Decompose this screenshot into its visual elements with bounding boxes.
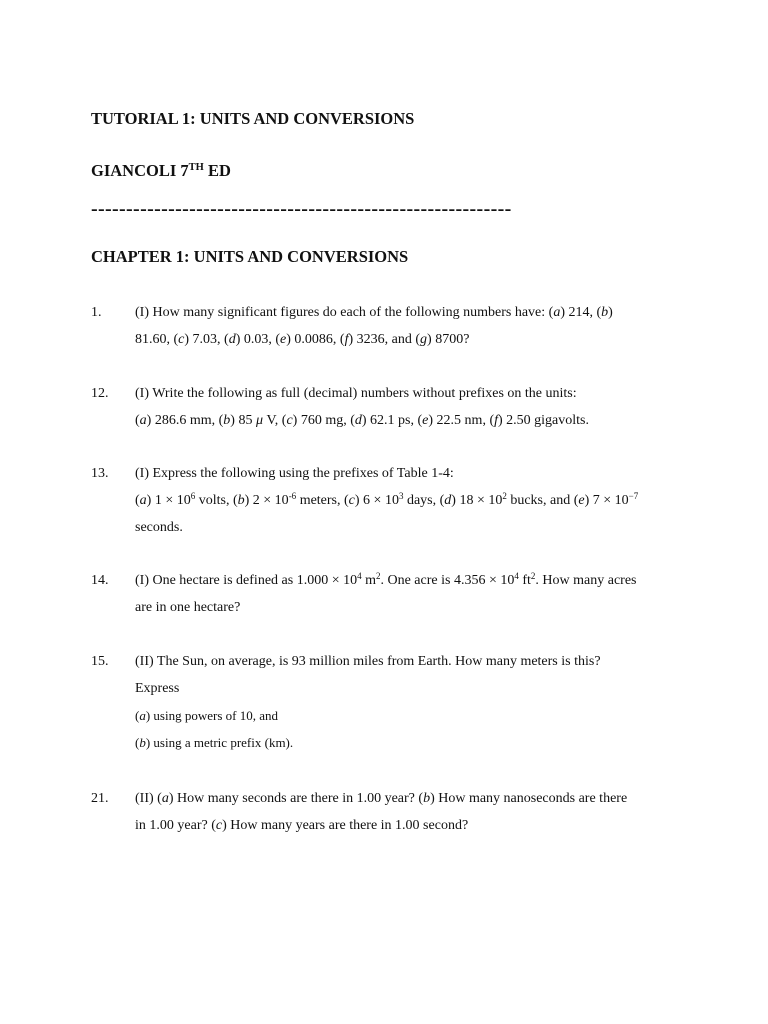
text-run: ( [135,735,140,750]
problem-line [135,675,691,702]
exponent: 4 [514,571,519,581]
part-label: b [423,791,431,806]
text-run: are in one hectare? [135,600,241,615]
text-run: ) 214, ( [560,305,602,320]
part-label: c [178,332,185,347]
text-run: ) 85 [230,413,256,428]
text-run: ) 2.50 gigavolts. [498,413,589,428]
text-run: days, ( [403,493,445,508]
text-run: ) [608,305,613,320]
problem-number: 1. [91,305,102,320]
text-run: Express [135,681,180,696]
problem-subline [135,702,691,729]
problem-line [135,299,691,326]
text-run: . How many acres [535,573,637,588]
problem-number: 14. [91,573,109,588]
tutorial-title: TUTORIAL 1: UNITS AND CONVERSIONS [91,109,415,128]
text-run: ) How many seconds are there in 1.00 year? ( [168,791,424,806]
exponent: 2 [502,491,507,501]
part-label: e [280,332,287,347]
text-run: ) 286.6 mm, ( [146,413,224,428]
text-run: ) 1 × 10 [146,493,191,508]
text-run: ) How many years are there in 1.00 second? [222,818,469,833]
part-label: d [354,413,362,428]
part-label: a [161,791,169,806]
part-label: c [215,818,223,833]
text-run: (II) ( [135,791,162,806]
problem-line [135,785,691,812]
exponent: 2 [530,571,536,581]
problem-line [135,326,691,353]
problem-line [135,407,691,434]
text-run: ) 7.03, ( [184,332,229,347]
part-label: a [139,493,147,508]
problem-line [135,514,691,541]
text-run: ( [135,708,140,723]
text-run: ) 22.5 nm, ( [428,413,495,428]
part-label: d [228,332,236,347]
text-run: ) 0.03, ( [235,332,281,347]
edition-prefix: GIANCOLI 7 [91,161,189,180]
text-run: (I) How many significant figures do each of the following numbers have: ( [135,305,554,320]
edition-heading [91,161,231,181]
problem-number: 21. [91,791,109,806]
part-label: d [444,493,452,508]
text-run: ( [135,413,140,428]
problem-text [135,648,691,756]
part-label: a [139,413,147,428]
part-label: b [139,735,146,750]
text-run: ( [135,493,140,508]
part-label: g [420,332,428,347]
part-label: a [553,305,561,320]
part-label: c [348,493,355,508]
text-run: ) using powers of 10, and [145,708,278,723]
text-run: ) How many nanoseconds are there [430,791,628,806]
text-run: ) 760 mg, ( [292,413,355,428]
part-label: f [344,332,349,347]
problem-line [135,594,691,621]
text-run: ) 18 × 10 [451,493,503,508]
part-label: e [578,493,585,508]
problem-number: 15. [91,654,109,669]
exponent: 3 [398,491,404,501]
text-run: in 1.00 year? ( [135,818,216,833]
text-run: ) using a metric prefix (km). [145,735,294,750]
text-run: 81.60, ( [135,332,179,347]
part-label: b [237,493,245,508]
exponent: −7 [628,491,639,501]
text-run: ) 2 × 10 [244,493,289,508]
problem-line [135,487,691,514]
problem-text [135,460,691,541]
dashed-divider: ------------------------------------------------------------ [91,198,512,220]
part-label: e [422,413,429,428]
text-run: V, ( [262,413,287,428]
text-run: ) 3236, and ( [348,332,421,347]
edition-superscript: TH [188,162,204,173]
problem-line [135,460,691,487]
text-run: . One acre is 4.356 × 10 [380,573,515,588]
problem-line [135,567,691,594]
problem-text [135,380,691,434]
text-run: ) 0.0086, ( [286,332,345,347]
text-run: seconds. [135,520,183,535]
text-run: (II) The Sun, on average, is 93 million miles from Earth. How many meters is this? [135,654,601,669]
problem-number: 12. [91,386,109,401]
part-label: b [223,413,231,428]
text-run: ) 7 × 10 [584,493,629,508]
part-label: f [494,413,498,428]
problem-line [135,380,691,407]
chapter-heading: CHAPTER 1: UNITS AND CONVERSIONS [91,247,409,266]
problem-number: 13. [91,466,109,481]
exponent: 6 [190,491,196,501]
problem-text [135,785,691,839]
text-run: ) 8700? [427,332,470,347]
text-run: ) 62.1 ps, ( [361,413,423,428]
problem-line [135,648,691,675]
exponent: 4 [357,571,362,581]
part-label: b [601,305,609,320]
part-label: μ [255,413,263,428]
problem-text [135,299,691,353]
problem-subline [135,729,691,756]
text-run: bucks, and ( [506,493,579,508]
text-run: ft [518,573,531,588]
problem-line [135,812,691,839]
edition-suffix: ED [203,161,231,180]
text-run: (I) Write the following as full (decimal) numbers without prefixes on the units: [135,386,577,401]
text-run: (I) One hectare is defined as 1.000 × 10 [135,573,358,588]
text-run: m [361,573,376,588]
text-run: ) 6 × 10 [354,493,399,508]
exponent: 2 [375,571,381,581]
part-label: a [139,708,146,723]
problem-text [135,567,691,621]
exponent: -6 [288,491,297,501]
text-run: (I) Express the following using the prefixes of Table 1-4: [135,466,454,481]
text-run: volts, ( [195,493,238,508]
part-label: c [286,413,293,428]
text-run: meters, ( [296,493,349,508]
